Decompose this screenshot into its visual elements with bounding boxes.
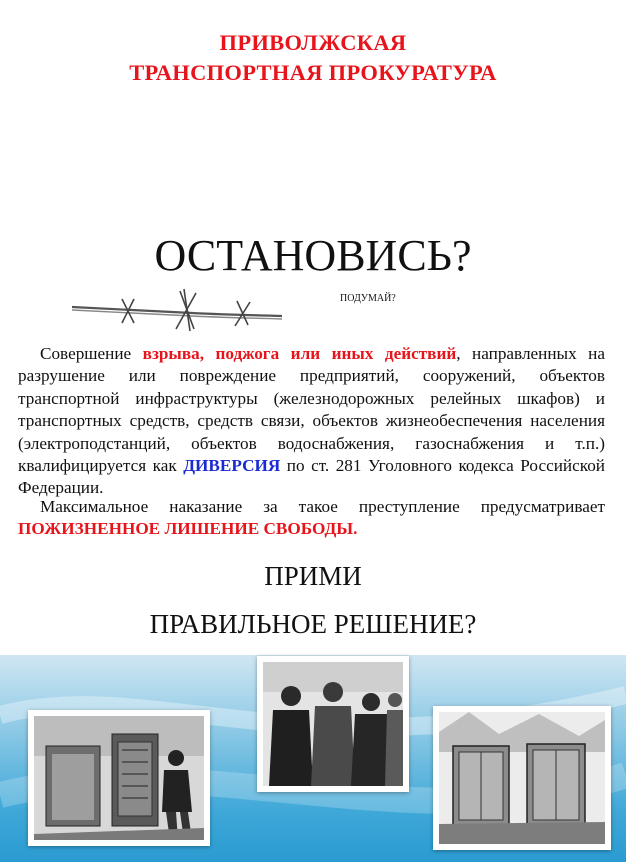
stop-headline: ОСТАНОВИСЬ? — [154, 231, 472, 280]
relay-cabinets-sketch-icon — [439, 712, 605, 844]
photo-group-of-people — [257, 656, 409, 792]
header-line-1: ПРИВОЛЖСКАЯ — [219, 30, 407, 55]
prosecutor-header — [0, 28, 626, 88]
diversion-term: ДИВЕРСИЯ — [183, 456, 281, 476]
closing-line-2: ПРАВИЛЬНОЕ РЕШЕНИЕ? — [149, 609, 477, 639]
photo-relay-cabinets — [433, 706, 611, 850]
p2-text-a: Максимальное наказание за такое преступление предусматривает — [40, 497, 605, 516]
barbed-wire-illustration — [72, 285, 282, 333]
think-subheadline: ПОДУМАЙ? — [340, 293, 396, 304]
photo-person-at-relay-cabinet — [28, 710, 210, 846]
header-line-2: ТРАНСПОРТНАЯ ПРОКУРАТУРА — [129, 60, 497, 85]
p1-text-a: Совершение — [40, 344, 143, 363]
p1-text-c: по ст. 281 Уголовного кодекса Российской Федерации. — [18, 456, 605, 498]
relay-cabinet-sketch-icon — [34, 716, 204, 840]
p1-text-b: , направленных на разрушение или повреждение предприятий, сооружений, объектов транспортной инфраструктуры (железнодорожных релейных шкафов) и транспортных средств, средств связи, объектов жизнеобеспечения населения (электроподстанций, объектов водоснабжения, газоснабжения и т.п.) квалифицируется как — [18, 344, 605, 476]
p1-red-phrase: взрыва, поджога или иных действий — [142, 344, 457, 363]
penalty-paragraph — [18, 496, 605, 541]
life-sentence-phrase: ПОЖИЗНЕННОЕ ЛИШЕНИЕ СВОБОДЫ. — [18, 519, 358, 539]
people-sketch-icon — [263, 662, 403, 786]
diversion-paragraph — [18, 343, 605, 500]
closing-line-1: ПРИМИ — [264, 561, 362, 591]
